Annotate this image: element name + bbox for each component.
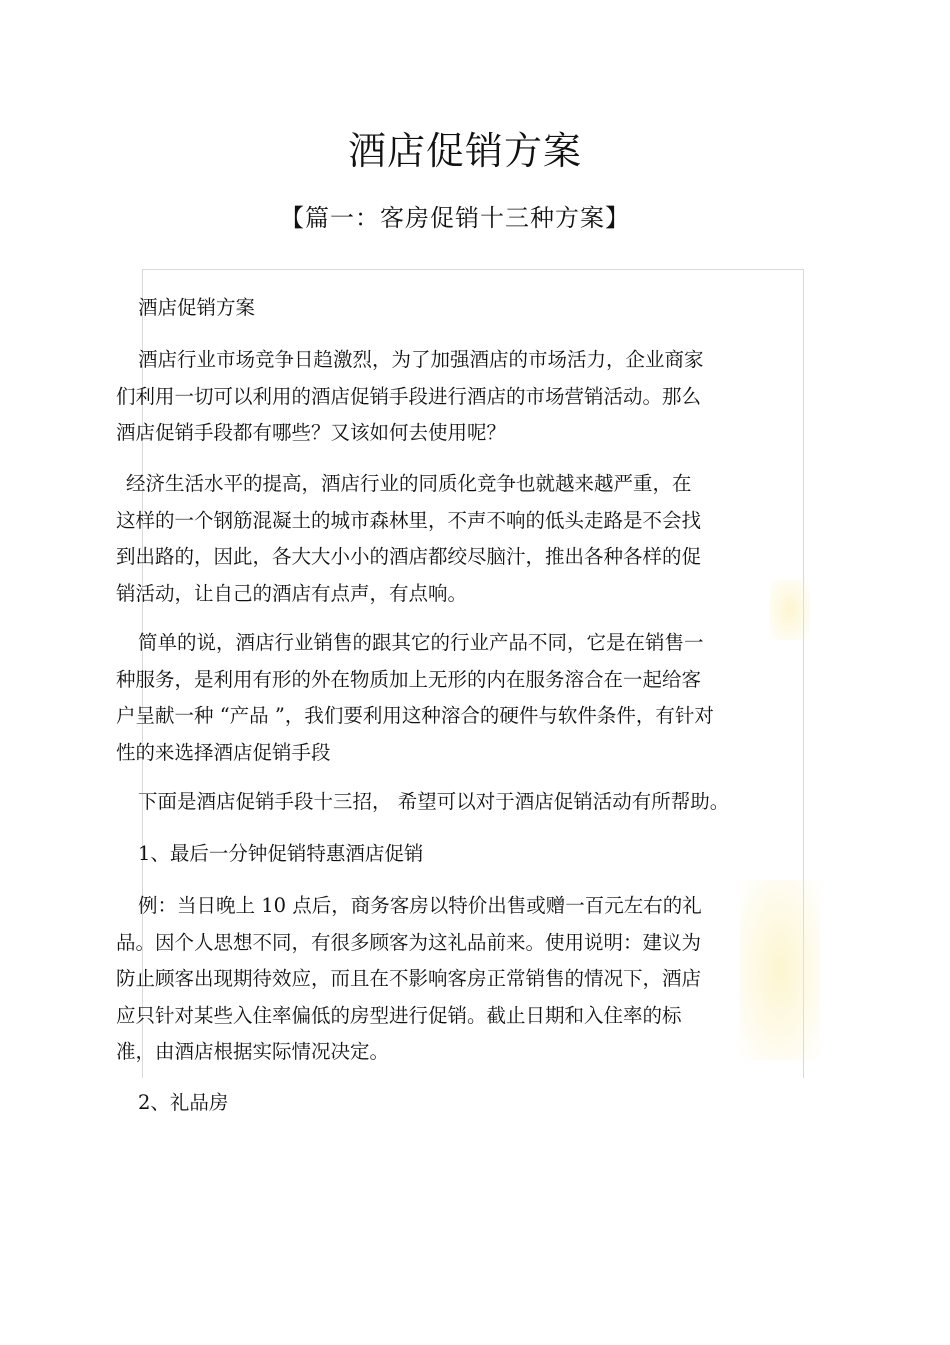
paragraph-line: 防止顾客出现期待效应，而且在不影响客房正常销售的情况下，酒店 [116, 967, 702, 990]
item-1-body [116, 888, 796, 1071]
document-subtitle: 【篇一：客房促销十三种方案】 [280, 204, 630, 232]
paragraph-line: 们利用一切可以利用的酒店促销手段进行酒店的市场营销活动。那么 [116, 384, 702, 408]
item-2-title: 2、礼品房 [138, 1091, 229, 1114]
paragraph-line: 下面是酒店促销手段十三招， 希望可以对于酒店促销活动有所帮助。 [138, 790, 730, 813]
paragraph-line: 酒店行业市场竞争日趋激烈，为了加强酒店的市场活力，企业商家 [138, 348, 704, 371]
paragraph-line: 销活动，让自己的酒店有点声，有点响。 [116, 581, 468, 605]
paragraph-line: 这样的一个钢筋混凝土的城市森林里，不声不响的低头走路是不会找 [116, 508, 702, 532]
paragraph-line: 经济生活水平的提高，酒店行业的同质化竞争也就越来越严重，在 [126, 472, 692, 495]
document-title: 酒店促销方案 [347, 129, 582, 173]
paragraph-line: 酒店促销手段都有哪些？又该如何去使用呢？ [116, 421, 507, 444]
paragraph-line: 户呈献一种 “产品 ”，我们要利用这种溶合的硬件与软件条件，有针对 [116, 704, 714, 727]
inner-heading: 酒店促销方案 [138, 296, 256, 319]
paragraph-1 [116, 342, 796, 452]
paragraph-2 [116, 466, 796, 612]
paragraph-line: 性的来选择酒店促销手段 [116, 740, 331, 764]
paragraph-line: 品。因个人思想不同，有很多顾客为这礼品前来。使用说明：建议为 [116, 930, 702, 954]
paragraph-line: 种服务，是利用有形的外在物质加上无形的内在服务溶合在一起给客 [116, 667, 702, 691]
paragraph-line: 到出路的，因此，各大大小小的酒店都绞尽脑汁，推出各种各样的促 [116, 545, 702, 568]
paragraph-4 [116, 784, 796, 821]
item-1-title: 1、最后一分钟促销特惠酒店促销 [138, 842, 424, 865]
paragraph-3 [116, 625, 796, 771]
inner-heading-block [116, 290, 796, 327]
paragraph-line: 例：当日晚上 10 点后，商务客房以特价出售或赠一百元左右的礼 [138, 894, 702, 917]
paragraph-line: 准，由酒店根据实际情况决定。 [116, 1040, 390, 1063]
paragraph-line: 应只针对某些入住率偏低的房型进行促销。截止日期和入住率的标 [116, 1003, 682, 1027]
paragraph-line: 简单的说，酒店行业销售的跟其它的行业产品不同，它是在销售一 [138, 631, 704, 654]
item-1-title-block [116, 836, 796, 873]
item-2-title-block [116, 1085, 796, 1122]
